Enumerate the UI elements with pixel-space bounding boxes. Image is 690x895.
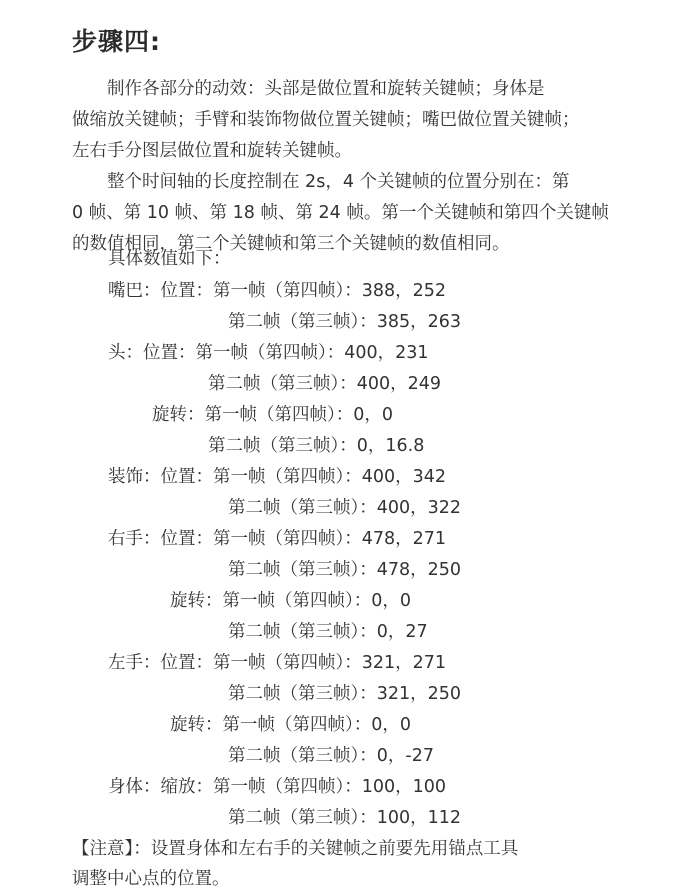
value-row: 第二帧（第三帧）：400，322 (228, 498, 462, 518)
paragraph-line: 的数值相同，第二个关键帧和第三个关键帧的数值相同。 (72, 234, 510, 254)
value-row: 第二帧（第三帧）：0，16.8 (208, 436, 425, 456)
values-intro: 具体数值如下： (108, 249, 231, 269)
note-line: 调整中心点的位置。 (72, 869, 230, 889)
value-row: 旋转：第一帧（第四帧）：0，0 (152, 405, 394, 425)
value-row: 第二帧（第三帧）：400，249 (208, 374, 442, 394)
value-row: 第二帧（第三帧）：321，250 (228, 684, 462, 704)
value-row: 第二帧（第三帧）：100，112 (228, 808, 462, 828)
paragraph-line: 整个时间轴的长度控制在 2s，4 个关键帧的位置分别在：第 (72, 172, 570, 192)
paragraph-line: 做缩放关键帧；手臂和装饰物做位置关键帧；嘴巴做位置关键帧； (72, 110, 580, 130)
value-row: 旋转：第一帧（第四帧）：0，0 (170, 715, 412, 735)
paragraph-animation-parts (72, 74, 632, 167)
step-heading: 步骤四: (72, 27, 161, 56)
value-row: 头：位置：第一帧（第四帧）：400，231 (108, 343, 429, 363)
value-row: 装饰：位置：第一帧（第四帧）：400，342 (108, 467, 447, 487)
value-row: 右手：位置：第一帧（第四帧）：478，271 (108, 529, 447, 549)
paragraph-line: 0 帧、第 10 帧、第 18 帧、第 24 帧。第一个关键帧和第四个关键帧 (72, 203, 609, 223)
value-row: 旋转：第一帧（第四帧）：0，0 (170, 591, 412, 611)
value-row: 左手：位置：第一帧（第四帧）：321，271 (108, 653, 447, 673)
value-row: 第二帧（第三帧）：0，-27 (228, 746, 434, 766)
note-line: 【注意】：设置身体和左右手的关键帧之前要先用锚点工具 (72, 839, 519, 859)
value-row: 第二帧（第三帧）：478，250 (228, 560, 462, 580)
paragraph-line: 左右手分图层做位置和旋转关键帧。 (72, 141, 352, 161)
value-row: 第二帧（第三帧）：0，27 (228, 622, 428, 642)
value-row: 嘴巴：位置：第一帧（第四帧）：388，252 (108, 281, 447, 301)
value-row: 身体：缩放：第一帧（第四帧）：100，100 (108, 777, 447, 797)
paragraph-line: 制作各部分的动效：头部是做位置和旋转关键帧；身体是 (72, 79, 545, 99)
value-row: 第二帧（第三帧）：385，263 (228, 312, 462, 332)
